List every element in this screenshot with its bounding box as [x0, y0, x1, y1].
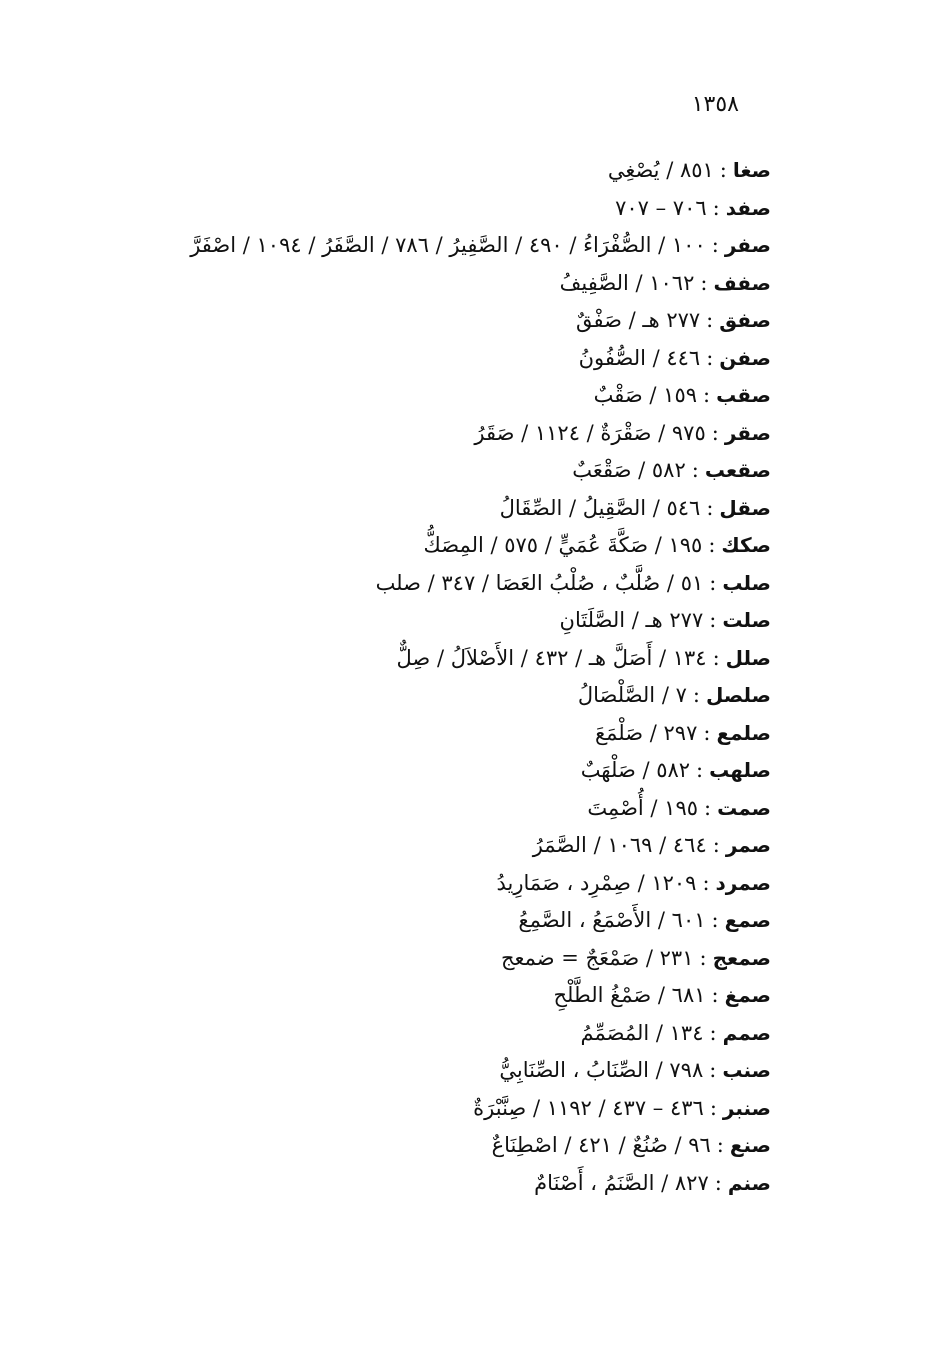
index-entry [31, 790, 771, 828]
index-entry [31, 977, 771, 1015]
entry-separator: : [719, 158, 727, 182]
entry-root: صفف [713, 270, 771, 295]
entry-references: ٨٢٧ / الصَّنَمُ ، أَصْنَامٌ [534, 1170, 709, 1195]
entry-references: ١٠٦٢ / الصَّفِيفُ [559, 270, 695, 295]
entry-separator: : [709, 1020, 717, 1045]
entry-references: ٩٦ / صُنُعٌ / ٤٢١ / اصْطِنَاعٌ [491, 1133, 711, 1157]
entry-separator: : [704, 795, 712, 820]
entry-references: ٢٩٧ / صَلْمَعَ [594, 720, 698, 745]
index-entry [31, 752, 771, 790]
entry-root: صلت [722, 608, 771, 632]
index-entry [31, 490, 771, 528]
index-entry [31, 902, 771, 940]
entry-root: صمغ [724, 983, 771, 1007]
entry-references: ٨٥١ / يُصْغِي [607, 158, 714, 182]
index-entry [31, 1015, 771, 1053]
entry-references: ٢٧٧ هـ / الصَّلَتَانِ [559, 608, 704, 632]
entry-root: صمم [722, 1020, 771, 1045]
entry-root: صغا [732, 158, 771, 182]
entry-references: ٧٠٦ – ٧٠٧ [615, 195, 707, 220]
index-entry [31, 1052, 771, 1090]
entry-references: ١٣٤ / أَصَلَّ هـ / ٤٣٢ / الأَصْلاَلُ / صِلٌّ [396, 645, 707, 670]
entry-separator: : [702, 870, 710, 895]
entry-references: ٥٨٢ / صَقْعَبٌ [572, 458, 686, 482]
entry-root: صمعج [712, 945, 771, 970]
entry-separator: : [712, 195, 720, 220]
entry-separator: : [712, 833, 720, 857]
index-entry [31, 415, 771, 453]
entry-root: صقب [716, 383, 771, 407]
index-entry [31, 340, 771, 378]
entry-references: ١٢٠٩ / صِمْرِد ، صَمَارِيدُ [496, 870, 697, 895]
index-entry [31, 190, 771, 228]
index-entry [31, 265, 771, 303]
entry-root: صفن [719, 345, 771, 370]
entry-references: ٧٩٨ / الصِّنَابُ ، الصِّنَابِيُّ [499, 1058, 704, 1082]
index-entry [31, 827, 771, 865]
entry-references: ٩٧٥ / صَقْرَةٌ / ١١٢٤ / صَقَرُ [474, 420, 706, 445]
entry-root: صلل [725, 645, 771, 670]
entry-root: صقعب [704, 458, 771, 482]
entry-separator: : [709, 608, 717, 632]
index-entry [31, 227, 771, 265]
index-entry [31, 677, 771, 715]
entry-root: صكك [721, 533, 771, 557]
entry-references: ٦٠١ / الأَصْمَعُ ، الصَّمِعُ [518, 908, 706, 932]
entry-root: صنم [727, 1170, 771, 1195]
entry-references: ١٩٥ / صَكَّةَ عُمَيٍّ / ٥٧٥ / المِصَكُّ [423, 533, 703, 557]
entry-separator: : [711, 983, 719, 1007]
entry-separator: : [709, 1058, 717, 1082]
entry-references: ٥١ / صُلَّبٌ ، صُلْبُ العَصَا / ٣٤٧ / صلب [375, 570, 704, 595]
entry-separator: : [708, 533, 716, 557]
entry-separator: : [703, 383, 711, 407]
entry-root: صفد [725, 195, 771, 220]
entry-separator: : [709, 1095, 717, 1120]
index-entry [31, 640, 771, 678]
index-entry [31, 302, 771, 340]
entry-references: ٦٨١ / صَمْغُ الطَّلْحِ [553, 983, 706, 1007]
entry-root: صقر [724, 420, 771, 445]
entry-references: ١٥٩ / صَقْبٌ [593, 383, 698, 407]
entry-separator: : [699, 945, 707, 970]
index-entry [31, 1090, 771, 1128]
entry-references: ٤٣٦ – ٤٣٧ / ١١٩٢ / صِنَّبْرَةٌ [473, 1095, 704, 1120]
entry-references: ٤٦٤ / ١٠٦٩ / الصَّمَرُ [532, 833, 707, 857]
entry-root: صلهب [709, 758, 771, 782]
entry-root: صمع [724, 908, 771, 932]
entry-root: صلب [722, 570, 771, 595]
entry-references: ١٠٠ / الصُّفْرَاءُ / ٤٩٠ / الصَّفِيرُ / ٧٨٦ / الصَّفَرُ / ١٠٩٤ / اصْفَرَّ [190, 233, 706, 257]
entry-separator: : [706, 308, 714, 332]
entry-root: صفر [724, 233, 771, 257]
entry-references: ٥٨٢ / صَلْهَبٌ [580, 758, 691, 782]
index-entry [31, 1127, 771, 1165]
entry-separator: : [700, 270, 708, 295]
index-entry [31, 715, 771, 753]
index-entry [31, 527, 771, 565]
entry-separator: : [711, 233, 719, 257]
entry-root: صمر [725, 833, 771, 857]
entry-references: ٢٣١ / صَمْعَجٌ = ضمعج [500, 945, 694, 970]
entry-separator: : [716, 1133, 724, 1157]
entry-separator: : [709, 570, 717, 595]
entry-separator: : [711, 908, 719, 932]
entry-root: صمرد [715, 870, 771, 895]
entry-references: ١٩٥ / أُصْمِتَ [587, 795, 699, 820]
entry-separator: : [706, 345, 714, 370]
index-list [31, 152, 771, 1202]
entry-root: صنبر [722, 1095, 771, 1120]
entry-references: ٢٧٧ هـ / صَفْقٌ [576, 308, 701, 332]
index-entry [31, 602, 771, 640]
entry-references: ٤٤٦ / الصُّفُونُ [578, 345, 701, 370]
page-number: ١٣٥٨ [691, 92, 739, 117]
entry-references: ٧ / الصَّلْصَالُ [577, 683, 687, 707]
index-entry [31, 152, 771, 190]
entry-root: صفق [719, 308, 771, 332]
entry-root: صمت [717, 795, 771, 820]
entry-root: صلمع [716, 720, 771, 745]
entry-separator: : [703, 720, 711, 745]
entry-root: صنب [722, 1058, 771, 1082]
index-entry [31, 377, 771, 415]
entry-separator: : [696, 758, 704, 782]
entry-root: صلصل [705, 683, 771, 707]
index-entry [31, 1165, 771, 1203]
entry-separator: : [706, 495, 714, 520]
entry-separator: : [692, 683, 700, 707]
entry-separator: : [691, 458, 699, 482]
entry-separator: : [711, 420, 719, 445]
entry-references: ٥٤٦ / الصَّقِيلُ / الصِّقَالُ [499, 495, 701, 520]
index-entry [31, 940, 771, 978]
index-entry [31, 452, 771, 490]
entry-separator: : [714, 1170, 722, 1195]
entry-root: صقل [719, 495, 771, 520]
entry-references: ١٣٤ / المُصَمِّمُ [580, 1020, 704, 1045]
entry-root: صنع [729, 1133, 771, 1157]
index-entry [31, 565, 771, 603]
entry-separator: : [712, 645, 720, 670]
index-entry [31, 865, 771, 903]
